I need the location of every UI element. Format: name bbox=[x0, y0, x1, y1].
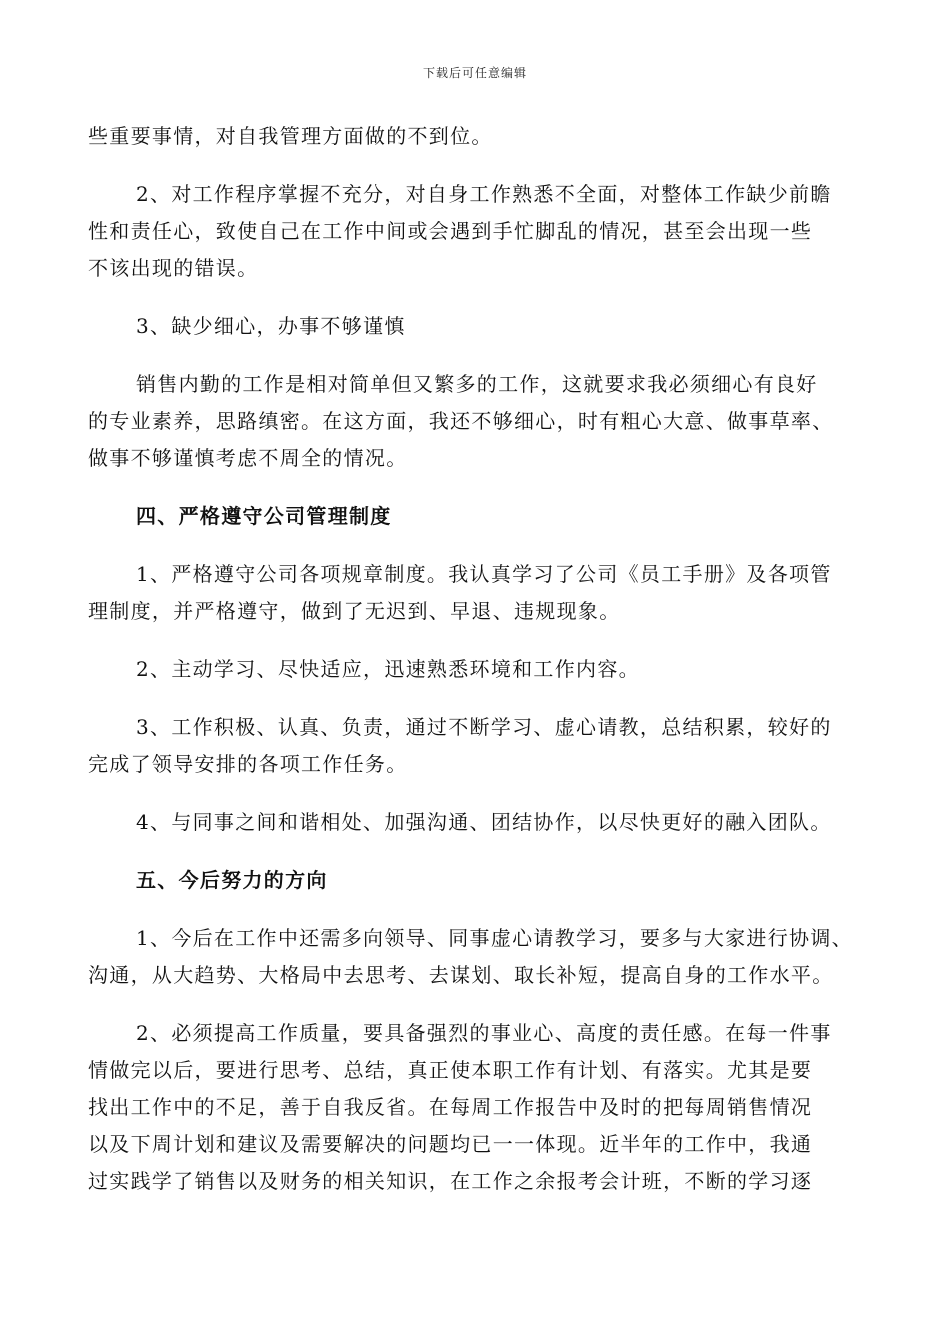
paragraph-line: 沟通，从大趋势、大格局中去思考、去谋划、取长补短，提高自身的工作水平。 bbox=[88, 963, 834, 987]
section-heading: 五、今后努力的方向 bbox=[136, 868, 328, 892]
paragraph-line: 2、必须提高工作质量，要具备强烈的事业心、高度的责任感。在每一件事 bbox=[136, 1021, 832, 1045]
paragraph-line: 完成了领导安排的各项工作任务。 bbox=[88, 752, 408, 776]
paragraph-line: 2、对工作程序掌握不充分，对自身工作熟悉不全面，对整体工作缺少前瞻 bbox=[136, 182, 832, 206]
paragraph-line: 理制度，并严格遵守，做到了无迟到、早退、违规现象。 bbox=[88, 599, 621, 623]
paragraph-line: 4、与同事之间和谐相处、加强沟通、团结协作，以尽快更好的融入团队。 bbox=[136, 810, 832, 834]
section-heading: 四、严格遵守公司管理制度 bbox=[136, 504, 392, 528]
paragraph-line: 找出工作中的不足，善于自我反省。在每周工作报告中及时的把每周销售情况 bbox=[88, 1095, 813, 1119]
paragraph-line: 些重要事情，对自我管理方面做的不到位。 bbox=[88, 124, 493, 148]
paragraph-line: 性和责任心，致使自己在工作中间或会遇到手忙脚乱的情况，甚至会出现一些 bbox=[88, 219, 813, 243]
paragraph-line: 以及下周计划和建议及需要解决的问题均已一一体现。近半年的工作中，我通 bbox=[88, 1132, 813, 1156]
paragraph-line: 不该出现的错误。 bbox=[88, 256, 259, 280]
paragraph-line: 做事不够谨慎考虑不周全的情况。 bbox=[88, 446, 408, 470]
paragraph-line: 3、缺少细心，办事不够谨慎 bbox=[136, 314, 406, 338]
paragraph-line: 过实践学了销售以及财务的相关知识，在工作之余报考会计班，不断的学习逐 bbox=[88, 1169, 813, 1193]
document-body bbox=[88, 118, 863, 1200]
paragraph-line: 2、主动学习、尽快适应，迅速熟悉环境和工作内容。 bbox=[136, 657, 640, 681]
paragraph-line: 的专业素养，思路缜密。在这方面，我还不够细心，时有粗心大意、做事草率、 bbox=[88, 409, 834, 433]
paragraph-line: 销售内勤的工作是相对简单但又繁多的工作，这就要求我必须细心有良好 bbox=[136, 372, 818, 396]
page-header: 下载后可任意编辑 bbox=[422, 66, 527, 80]
paragraph-line: 1、严格遵守公司各项规章制度。我认真学习了公司《员工手册》及各项管 bbox=[136, 562, 832, 586]
paragraph-line: 3、工作积极、认真、负责，通过不断学习、虚心请教，总结积累，较好的 bbox=[136, 715, 832, 739]
paragraph-line: 情做完以后，要进行思考、总结，真正使本职工作有计划、有落实。尤其是要 bbox=[88, 1058, 813, 1082]
paragraph-line: 1、今后在工作中还需多向领导、同事虚心请教学习，要多与大家进行协调、 bbox=[136, 926, 853, 950]
